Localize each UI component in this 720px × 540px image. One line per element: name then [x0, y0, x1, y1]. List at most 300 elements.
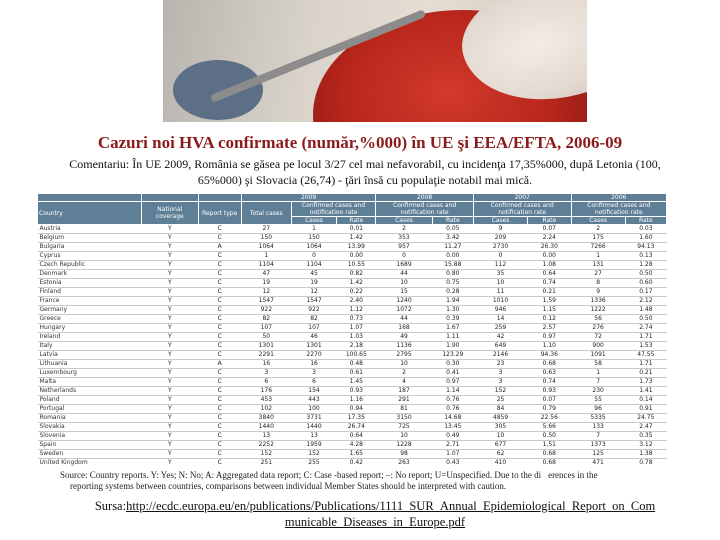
table-cell: 2.47	[625, 423, 666, 432]
table-cell: 1547	[241, 297, 291, 306]
table-cell: 26.30	[528, 243, 571, 252]
table-cell: 14	[473, 315, 527, 324]
table-cell: Y	[142, 234, 198, 243]
national-coverage-header: National coverage	[142, 202, 198, 225]
country-cell: Estonia	[38, 279, 142, 288]
table-cell: 263	[376, 459, 432, 467]
table-cell: 0.80	[432, 270, 473, 279]
table-cell: 2.71	[432, 441, 473, 450]
header-photo	[163, 0, 587, 122]
table-cell: 4	[376, 378, 432, 387]
table-cell: 0.17	[625, 288, 666, 297]
table-cell: 1104	[291, 261, 337, 270]
table-cell: 1.41	[625, 387, 666, 396]
table-cell: 168	[376, 324, 432, 333]
table-cell: 176	[241, 387, 291, 396]
table-cell: 175	[571, 234, 625, 243]
table-cell: 725	[376, 423, 432, 432]
table-cell: Y	[142, 441, 198, 450]
table-cell: 16	[241, 360, 291, 369]
country-cell: Luxembourg	[38, 369, 142, 378]
table-row	[38, 306, 667, 315]
table-cell: 27	[571, 270, 625, 279]
table-cell: C	[198, 432, 241, 441]
table-cell: 2795	[376, 351, 432, 360]
table-cell: 0.94	[337, 405, 376, 414]
table-row	[38, 432, 667, 441]
table-cell: 0.48	[337, 360, 376, 369]
table-row	[38, 342, 667, 351]
rate-header: Rate	[528, 217, 571, 225]
table-cell: 107	[291, 324, 337, 333]
table-cell: 0.78	[625, 459, 666, 467]
table-cell: 1.94	[432, 297, 473, 306]
header-blank	[38, 194, 142, 202]
table-cell: 22.56	[528, 414, 571, 423]
table-cell: 56	[571, 315, 625, 324]
table-cell: 47	[241, 270, 291, 279]
table-cell: C	[198, 234, 241, 243]
table-cell: A	[198, 360, 241, 369]
table-cell: 102	[241, 405, 291, 414]
country-cell: Portugal	[38, 405, 142, 414]
sursa-link[interactable]	[126, 499, 655, 529]
table-cell: 112	[473, 261, 527, 270]
table-cell: 13.45	[432, 423, 473, 432]
table-cell: 150	[291, 234, 337, 243]
table-cell: 0.76	[432, 396, 473, 405]
table-row	[38, 261, 667, 270]
table-cell: 187	[376, 387, 432, 396]
table-cell: 0.64	[528, 270, 571, 279]
table-row	[38, 351, 667, 360]
table-cell: 35	[473, 270, 527, 279]
table-cell: 6	[291, 378, 337, 387]
table-cell: 0	[473, 252, 527, 261]
table-cell: 3.42	[432, 234, 473, 243]
table-cell: 2291	[241, 351, 291, 360]
table-cell: 150	[241, 234, 291, 243]
country-cell: Hungary	[38, 324, 142, 333]
table-cell: 6	[241, 378, 291, 387]
table-cell: 2.57	[528, 324, 571, 333]
table-cell: 9	[571, 288, 625, 297]
table-row	[38, 423, 667, 432]
table-cell: 1.53	[625, 342, 666, 351]
table-cell: Y	[142, 279, 198, 288]
table-cell: 0.01	[337, 225, 376, 234]
table-cell: 2.12	[625, 297, 666, 306]
table-cell: 471	[571, 459, 625, 467]
table-cell: 957	[376, 243, 432, 252]
photo-cap-shape	[173, 60, 263, 120]
table-cell: 1373	[571, 441, 625, 450]
table-cell: Y	[142, 387, 198, 396]
table-cell: 15	[376, 288, 432, 297]
table-cell: Y	[142, 405, 198, 414]
table-cell: 152	[241, 450, 291, 459]
table-cell: 443	[291, 396, 337, 405]
table-cell: C	[198, 351, 241, 360]
rate-header: Rate	[337, 217, 376, 225]
table-cell: Y	[142, 396, 198, 405]
table-cell: 1.12	[337, 306, 376, 315]
table-cell: 0.91	[625, 405, 666, 414]
table-cell: 1.07	[337, 324, 376, 333]
table-cell: 3.12	[625, 441, 666, 450]
sursa-citation	[60, 498, 690, 530]
table-cell: 3	[473, 378, 527, 387]
table-cell: 251	[241, 459, 291, 467]
country-cell: Malta	[38, 378, 142, 387]
table-cell: 100	[291, 405, 337, 414]
table-cell: 1.71	[625, 360, 666, 369]
table-cell: 1	[571, 252, 625, 261]
table-cell: 3840	[241, 414, 291, 423]
confirmed-header-2006: Confirmed cases and notification rate	[571, 202, 666, 217]
country-cell: Romania	[38, 414, 142, 423]
table-cell: 7	[571, 432, 625, 441]
table-cell: 0.68	[528, 360, 571, 369]
table-cell: 10	[376, 279, 432, 288]
table-cell: 1.60	[625, 234, 666, 243]
table-cell: Y	[142, 414, 198, 423]
table-cell: 10	[473, 279, 527, 288]
table-cell: 410	[473, 459, 527, 467]
rate-header: Rate	[432, 217, 473, 225]
table-cell: C	[198, 396, 241, 405]
table-cell: 1010	[473, 297, 527, 306]
table-cell: 82	[291, 315, 337, 324]
sursa-link-line2: municable_Diseases_in_Europe.pdf	[284, 515, 466, 529]
table-cell: Y	[142, 360, 198, 369]
table-row	[38, 225, 667, 234]
table-cell: C	[198, 369, 241, 378]
table-row	[38, 378, 667, 387]
table-row	[38, 396, 667, 405]
table-cell: 2	[571, 225, 625, 234]
table-cell: 1136	[376, 342, 432, 351]
country-cell: Sweden	[38, 450, 142, 459]
table-cell: 0.50	[528, 432, 571, 441]
confirmed-header-2009: Confirmed cases and notification rate	[291, 202, 376, 217]
table-cell: Y	[142, 351, 198, 360]
table-cell: 1.42	[337, 279, 376, 288]
source-note-line1: Source: Country reports. Y: Yes; N: No; A: Aggregated data report; C: Case -based report; –: No report; U=Unspecified. Due to the di erences in the	[60, 470, 598, 480]
table-row	[38, 387, 667, 396]
table-cell: 1.59	[528, 297, 571, 306]
table-cell: 2.18	[337, 342, 376, 351]
table-cell: 0.41	[432, 369, 473, 378]
table-cell: C	[198, 450, 241, 459]
table-cell: 0.93	[528, 387, 571, 396]
sursa-label: Sursa:	[94, 499, 127, 513]
year-2008-header: 2008	[376, 194, 474, 202]
table-cell: C	[198, 441, 241, 450]
table-cell: C	[198, 324, 241, 333]
table-cell: 1.73	[625, 378, 666, 387]
table-cell: 1064	[291, 243, 337, 252]
table-cell: 922	[241, 306, 291, 315]
country-cell: Lithuania	[38, 360, 142, 369]
table-cell: 1222	[571, 306, 625, 315]
table-cell: 0.00	[432, 252, 473, 261]
table-cell: 4859	[473, 414, 527, 423]
table-cell: Y	[142, 342, 198, 351]
table-cell: 98	[376, 450, 432, 459]
country-cell: Austria	[38, 225, 142, 234]
table-cell: C	[198, 252, 241, 261]
table-cell: 0.63	[528, 369, 571, 378]
country-cell: Italy	[38, 342, 142, 351]
year-2009-header: 2009	[241, 194, 375, 202]
table-cell: C	[198, 378, 241, 387]
table-row	[38, 414, 667, 423]
table-cell: Y	[142, 459, 198, 467]
table-cell: 0.22	[337, 288, 376, 297]
table-cell: 0.07	[528, 225, 571, 234]
table-row	[38, 360, 667, 369]
table-cell: C	[198, 315, 241, 324]
table-cell: 13.99	[337, 243, 376, 252]
total-cases-header: Total cases	[241, 202, 291, 225]
table-row	[38, 270, 667, 279]
table-cell: 1.90	[432, 342, 473, 351]
table-row	[38, 288, 667, 297]
table-cell: 19	[241, 279, 291, 288]
table-cell: 46	[291, 333, 337, 342]
table-cell: 3	[241, 369, 291, 378]
table-cell: Y	[142, 450, 198, 459]
table-row	[38, 450, 667, 459]
slide-comment: Comentariu: În UE 2009, România se găsea pe locul 3/27 cel mai nefavorabil, cu incidenţa 17,35%000, după Letonia (100, 65%000) şi Slovacia (26,74) - ţări însă cu populaţie notabil mai mică.	[69, 157, 661, 187]
country-cell: Latvia	[38, 351, 142, 360]
table-cell: C	[198, 342, 241, 351]
year-2007-header: 2007	[473, 194, 571, 202]
table-cell: C	[198, 288, 241, 297]
table-cell: 1440	[241, 423, 291, 432]
table-cell: 1.67	[432, 324, 473, 333]
table-cell: 94.36	[528, 351, 571, 360]
table-cell: 1689	[376, 261, 432, 270]
table-cell: 96	[571, 405, 625, 414]
table-cell: 1	[291, 225, 337, 234]
table-cell: 13	[241, 432, 291, 441]
table-cell: 0.50	[625, 270, 666, 279]
table-cell: 0.00	[337, 252, 376, 261]
table-cell: 152	[291, 450, 337, 459]
table-cell: 0.97	[432, 378, 473, 387]
table-cell: C	[198, 414, 241, 423]
table-cell: 133	[571, 423, 625, 432]
table-cell: C	[198, 306, 241, 315]
table-cell: 1.07	[432, 450, 473, 459]
table-cell: Y	[142, 243, 198, 252]
table-cell: Y	[142, 333, 198, 342]
table-cell: 0.14	[625, 396, 666, 405]
table-cell: 0.68	[528, 450, 571, 459]
table-cell: C	[198, 279, 241, 288]
table-cell: 0.12	[528, 315, 571, 324]
table-cell: C	[198, 423, 241, 432]
table-cell: 42	[473, 333, 527, 342]
table-row	[38, 324, 667, 333]
table-cell: 0.42	[337, 459, 376, 467]
table-cell: 100.65	[337, 351, 376, 360]
table-cell: 14.68	[432, 414, 473, 423]
table-cell: 1104	[241, 261, 291, 270]
country-cell: Slovakia	[38, 423, 142, 432]
table-cell: 0	[376, 252, 432, 261]
table-cell: 94.13	[625, 243, 666, 252]
table-cell: 1.28	[625, 261, 666, 270]
table-cell: 1	[241, 252, 291, 261]
table-cell: 25	[473, 396, 527, 405]
table-cell: 1072	[376, 306, 432, 315]
country-cell: Slovenia	[38, 432, 142, 441]
table-row	[38, 459, 667, 467]
table-row	[38, 279, 667, 288]
table-cell: 1.65	[337, 450, 376, 459]
table-cell: 255	[291, 459, 337, 467]
table-cell: 1.51	[528, 441, 571, 450]
table-cell: Y	[142, 432, 198, 441]
table-cell: 0.74	[528, 378, 571, 387]
table-cell: 84	[473, 405, 527, 414]
table-cell: 0.76	[432, 405, 473, 414]
table-cell: Y	[142, 297, 198, 306]
table-cell: 0.73	[337, 315, 376, 324]
table-row	[38, 315, 667, 324]
table-row	[38, 369, 667, 378]
table-cell: 1301	[241, 342, 291, 351]
table-cell: 2	[376, 225, 432, 234]
hva-cases-table	[37, 193, 667, 466]
table-cell: Y	[142, 369, 198, 378]
table-cell: 5335	[571, 414, 625, 423]
country-cell: Cyprus	[38, 252, 142, 261]
table-cell: 677	[473, 441, 527, 450]
table-cell: 0.07	[528, 396, 571, 405]
table-cell: 152	[473, 387, 527, 396]
country-cell: France	[38, 297, 142, 306]
table-cell: 26.74	[337, 423, 376, 432]
table-cell: Y	[142, 378, 198, 387]
table-cell: 11.27	[432, 243, 473, 252]
table-row	[38, 234, 667, 243]
table-cell: 72	[571, 333, 625, 342]
table-cell: 12	[291, 288, 337, 297]
table-cell: 2.24	[528, 234, 571, 243]
table-cell: 82	[241, 315, 291, 324]
table-cell: Y	[142, 423, 198, 432]
table-cell: 0.39	[432, 315, 473, 324]
table-cell: 50	[241, 333, 291, 342]
table-cell: 23	[473, 360, 527, 369]
table-cell: 49	[376, 333, 432, 342]
table-cell: 3	[473, 369, 527, 378]
country-cell: Netherlands	[38, 387, 142, 396]
table-cell: 1.11	[432, 333, 473, 342]
table-cell: C	[198, 333, 241, 342]
table-cell: 1440	[291, 423, 337, 432]
table-cell: 0.30	[432, 360, 473, 369]
table-cell: 13	[291, 432, 337, 441]
table-cell: 81	[376, 405, 432, 414]
table-cell: 259	[473, 324, 527, 333]
table-cell: 10	[376, 432, 432, 441]
table-cell: 0.00	[528, 252, 571, 261]
table-cell: 1.15	[528, 306, 571, 315]
table-cell: 0.21	[528, 288, 571, 297]
table-cell: 1064	[241, 243, 291, 252]
slide-title: Cazuri noi HVA confirmate (număr,%000) în UE şi EEA/EFTA, 2006-09	[97, 133, 623, 152]
table-cell: 15.88	[432, 261, 473, 270]
table-cell: C	[198, 225, 241, 234]
table-cell: 62	[473, 450, 527, 459]
table-cell: 0.28	[432, 288, 473, 297]
table-cell: 0.75	[432, 279, 473, 288]
table-cell: 2270	[291, 351, 337, 360]
country-cell: United Kingdom	[38, 459, 142, 467]
report-type-header: Report type	[198, 202, 241, 225]
header-blank	[198, 194, 241, 202]
confirmed-header-2007: Confirmed cases and notification rate	[473, 202, 571, 217]
country-cell: Denmark	[38, 270, 142, 279]
table-cell: 0.35	[625, 432, 666, 441]
country-cell: Finland	[38, 288, 142, 297]
table-cell: 7	[571, 378, 625, 387]
table-cell: 2	[376, 369, 432, 378]
table-cell: 0.43	[432, 459, 473, 467]
table-cell: 58	[571, 360, 625, 369]
table-cell: 0.68	[528, 459, 571, 467]
table-cell: 1.03	[337, 333, 376, 342]
table-cell: 12	[241, 288, 291, 297]
table-row	[38, 297, 667, 306]
table-cell: 1240	[376, 297, 432, 306]
table-cell: C	[198, 297, 241, 306]
table-cell: Y	[142, 288, 198, 297]
table-cell: 922	[291, 306, 337, 315]
table-cell: 7266	[571, 243, 625, 252]
table-cell: 1959	[291, 441, 337, 450]
table-cell: 209	[473, 234, 527, 243]
table-cell: 27	[241, 225, 291, 234]
table-cell: 1.30	[432, 306, 473, 315]
table-cell: C	[198, 270, 241, 279]
table-row	[38, 441, 667, 450]
table-cell: Y	[142, 306, 198, 315]
table-cell: 10	[376, 360, 432, 369]
table-cell: 0.74	[528, 279, 571, 288]
table-cell: A	[198, 243, 241, 252]
source-note-line2: reporting systems between countries, comparisons between individual Member States should be interpreted with caution.	[70, 481, 507, 491]
sursa-link-line1: http://ecdc.europa.eu/en/publications/Publications/1111_SUR_Annual_Epidemiological_Report_on_Com	[126, 499, 656, 513]
table-cell: 2252	[241, 441, 291, 450]
year-2006-header: 2006	[571, 194, 666, 202]
table-cell: 900	[571, 342, 625, 351]
table-cell: 5.66	[528, 423, 571, 432]
table-cell: 0.49	[432, 432, 473, 441]
table-cell: 47.55	[625, 351, 666, 360]
table-cell: 3150	[376, 414, 432, 423]
table-cell: 11	[473, 288, 527, 297]
table-row	[38, 252, 667, 261]
table-cell: 0	[291, 252, 337, 261]
table-body	[38, 225, 667, 467]
table-cell: 1301	[291, 342, 337, 351]
